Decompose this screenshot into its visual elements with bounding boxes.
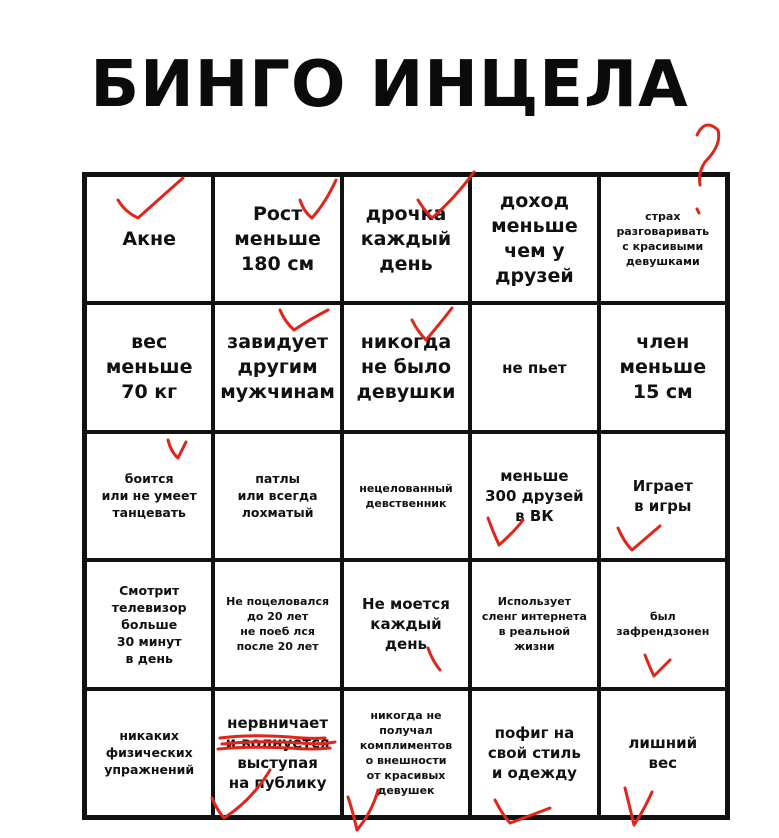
bingo-cell (85, 303, 213, 431)
bingo-cell (85, 432, 213, 560)
cell-text: страх разговаривать с красивыми девушками (616, 210, 710, 269)
bingo-cell (213, 175, 341, 303)
cell-text: был зафрендзонен (616, 610, 710, 639)
cell-text: Не поцеловался до 20 лет не поеб лся после 20 лет (226, 595, 330, 654)
cell-text: нецелованный девственник (359, 481, 453, 510)
bingo-cell (213, 303, 341, 431)
bingo-cell (342, 303, 470, 431)
bingo-cell (470, 432, 598, 560)
cell-text: Рост меньше 180 см (234, 202, 321, 275)
bingo-cell (599, 303, 727, 431)
bingo-cell (599, 175, 727, 303)
cell-text: нервничает и волнуется выступая на публику (225, 713, 330, 792)
bingo-cell (213, 432, 341, 560)
cell-text: Акне (122, 227, 176, 250)
bingo-cell (85, 560, 213, 688)
cell-text: член меньше 15 см (619, 331, 707, 404)
cell-text: никогда не получал комплиментов о внешности от красивых девушек (359, 708, 453, 797)
bingo-cell (470, 560, 598, 688)
cell-text: патлы или всегда лохматый (237, 471, 318, 521)
bingo-cell (213, 560, 341, 688)
bingo-cell (85, 689, 213, 817)
cell-text: лишний вес (628, 733, 698, 772)
bingo-cell (599, 689, 727, 817)
cell-text: никаких физических упражнений (104, 728, 195, 778)
bingo-cell (599, 432, 727, 560)
cell-text: Не моется каждый день (362, 595, 450, 654)
bingo-cell (470, 689, 598, 817)
bingo-cell (342, 560, 470, 688)
cell-text: Играет в игры (632, 476, 693, 515)
cell-text: не пьет (502, 358, 567, 377)
page-title: БИНГО ИНЦЕЛА (90, 48, 689, 122)
bingo-cell (342, 432, 470, 560)
bingo-cell (342, 689, 470, 817)
bingo-grid (82, 172, 730, 820)
cell-text: вес меньше 70 кг (105, 331, 193, 404)
cell-text: никогда не было девушки (356, 331, 456, 404)
bingo-cell (342, 175, 470, 303)
bingo-cell (85, 175, 213, 303)
bingo-cell (470, 303, 598, 431)
cell-text: завидует другим мужчинам (220, 331, 335, 404)
cell-text: меньше 300 друзей в ВК (485, 466, 584, 525)
bingo-cell (213, 689, 341, 817)
cell-text: Смотрит телевизор больше 30 минут в день (111, 582, 187, 666)
cell-text: боится или не умеет танцевать (101, 471, 197, 521)
bingo-cell (470, 175, 598, 303)
cell-text: пофиг на свой стиль и одежду (487, 723, 581, 782)
cell-text: Использует сленг интернета в реальной жизни (481, 595, 587, 654)
cell-text: доход меньше чем у друзей (491, 190, 578, 288)
bingo-cell (599, 560, 727, 688)
cell-text: дрочка каждый день (360, 202, 452, 275)
